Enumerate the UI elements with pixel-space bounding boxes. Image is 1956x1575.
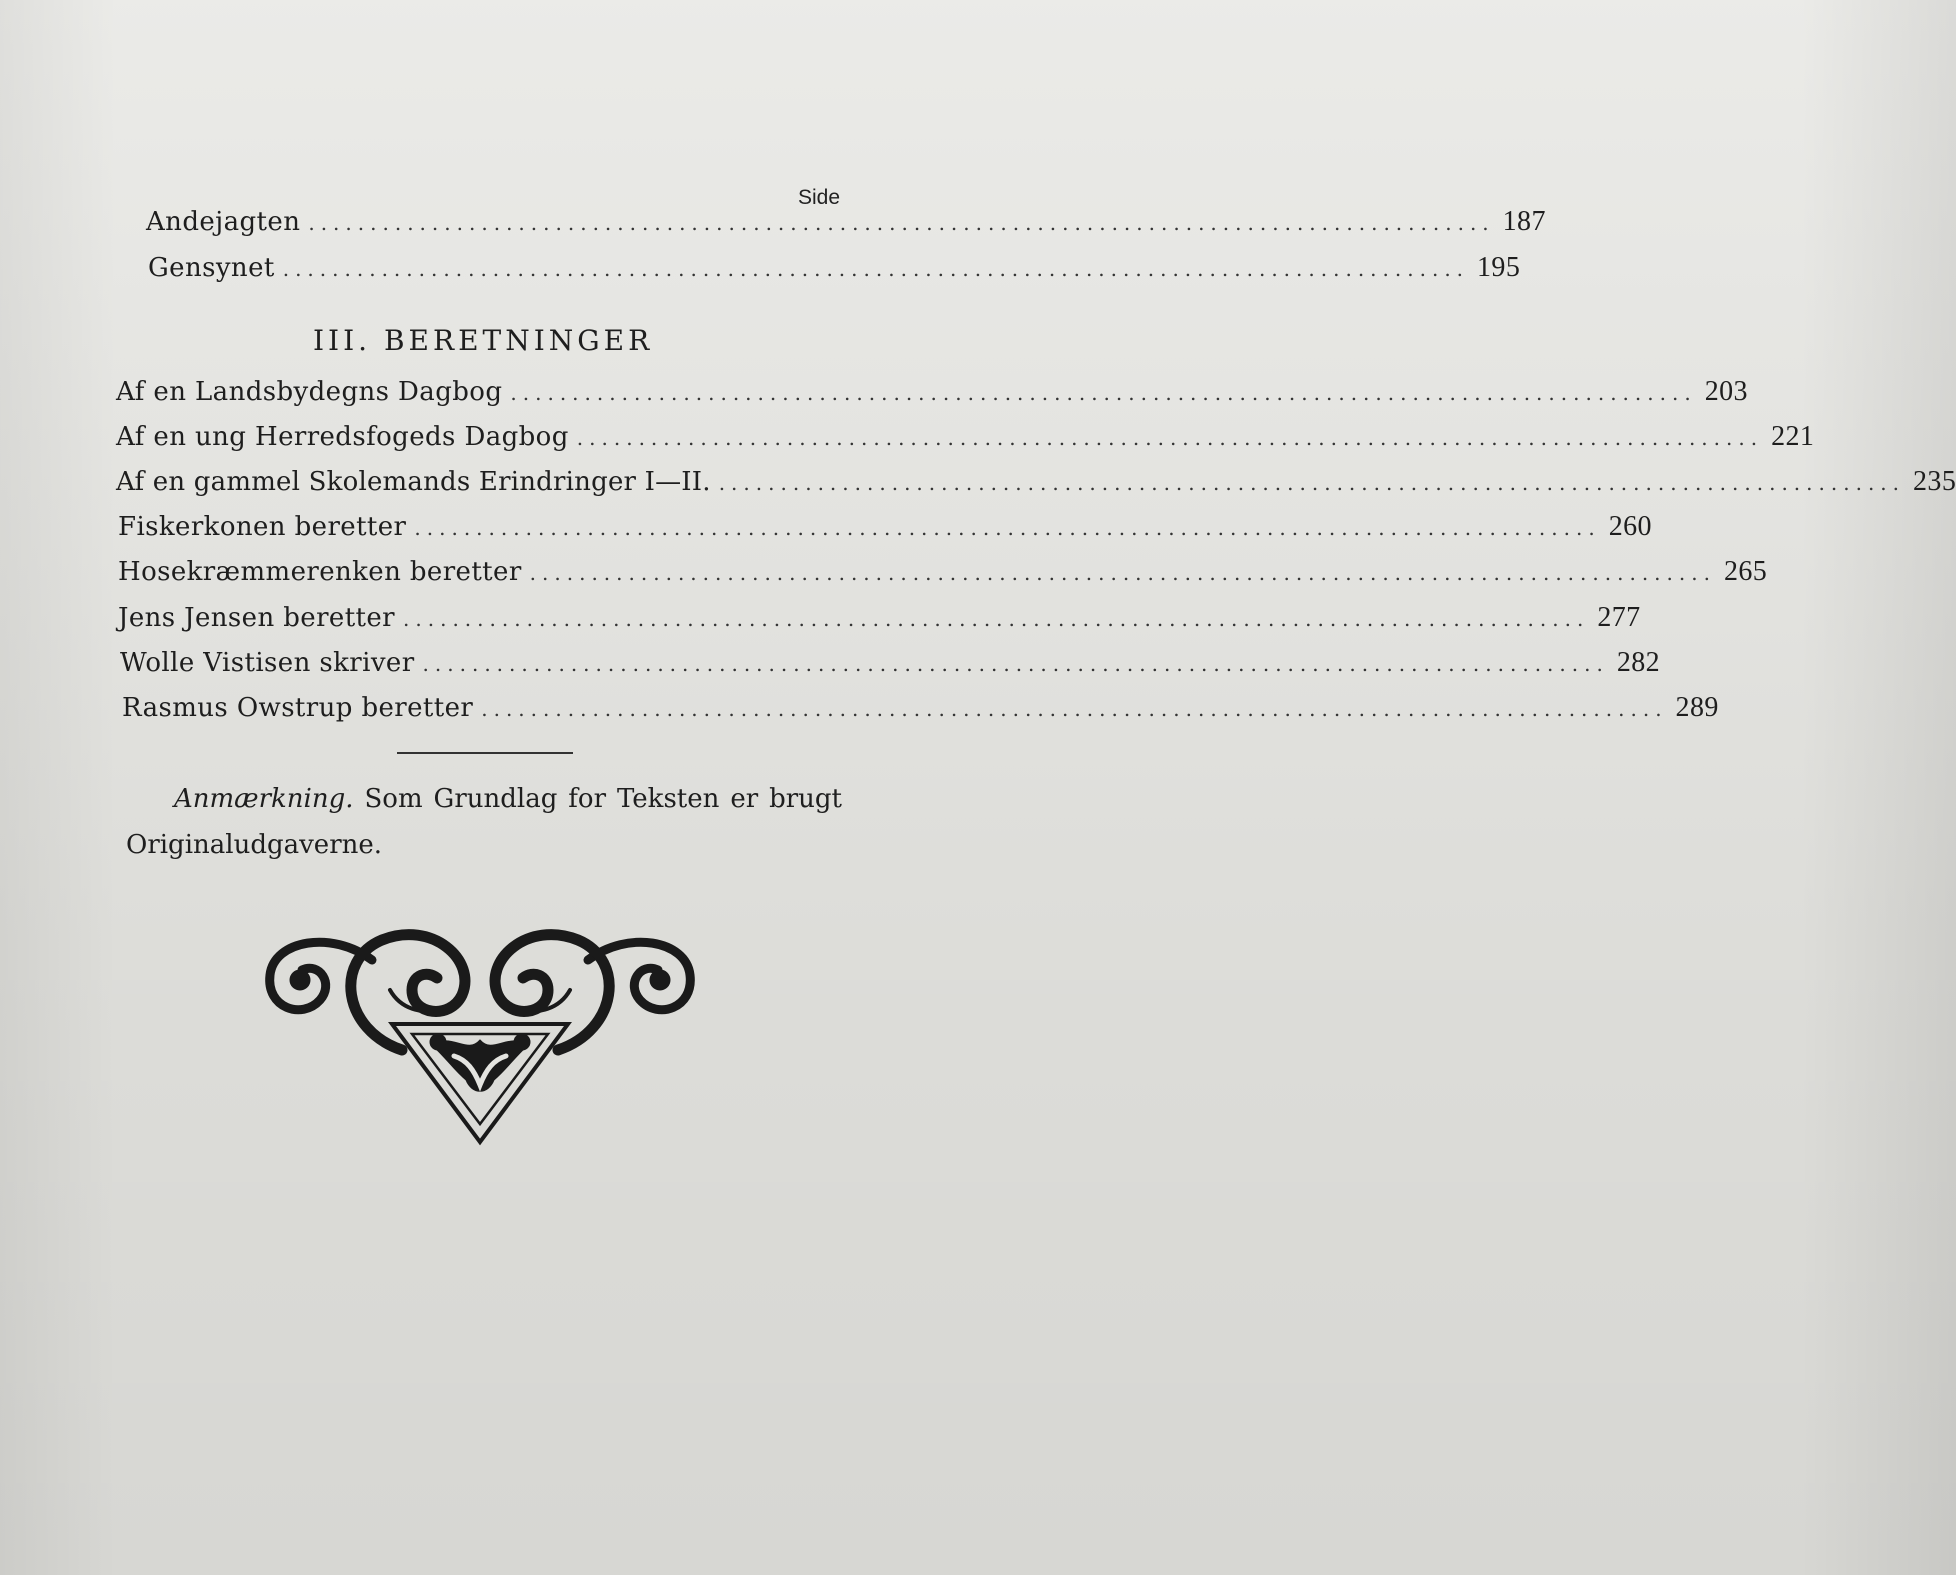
toc-entry	[120, 647, 1661, 679]
separator-rule	[397, 752, 573, 754]
dot-leader: ................................................................................................	[422, 652, 1609, 676]
toc-entry	[118, 556, 1768, 588]
toc-entry-title: Rasmus Owstrup beretter	[122, 693, 474, 723]
toc-entry-page: 195	[1477, 252, 1521, 283]
toc-entry	[122, 692, 1719, 724]
dot-leader: ................................................................................................	[403, 607, 1590, 631]
toc-entry-title: Jens Jensen beretter	[118, 603, 396, 633]
toc-entry-page: 282	[1616, 647, 1661, 678]
toc-entry-title: Af en Landsbydegns Dagbog	[116, 377, 503, 407]
dot-leader: ................................................................................................	[576, 426, 1764, 450]
toc-entry	[116, 466, 1956, 498]
toc-entry	[116, 421, 1815, 453]
dot-leader: ................................................................................................	[510, 381, 1697, 405]
toc-entry	[118, 602, 1641, 634]
dot-leader: ................................................................................................	[308, 211, 1495, 235]
dot-leader: ................................................................................................	[718, 471, 1906, 495]
toc-entry-title: Fiskerkonen beretter	[118, 512, 407, 542]
toc-entry-page: 203	[1704, 376, 1748, 407]
toc-entry-title: Gensynet	[148, 253, 275, 283]
toc-entry-title: Af en ung Herredsfogeds Dagbog	[116, 422, 569, 452]
toc-entry-page: 221	[1771, 421, 1815, 452]
scroll-ornament-icon	[262, 920, 698, 1150]
toc-entry-page: 260	[1608, 511, 1652, 542]
section-heading: III. BERETNINGER	[313, 324, 654, 357]
remark-paragraph	[126, 776, 842, 868]
page-column-label: Side	[797, 186, 840, 209]
toc-entry-title: Andejagten	[146, 207, 301, 237]
dot-leader: ................................................................................................	[481, 697, 1668, 721]
toc-entry-title: Af en gammel Skolemands Erindringer I—II.	[116, 467, 711, 497]
dot-leader: ................................................................................................	[282, 257, 1470, 281]
toc-entry	[116, 376, 1748, 408]
toc-entry	[148, 252, 1521, 284]
toc-entry	[118, 511, 1652, 543]
dot-leader: ................................................................................................	[529, 561, 1716, 585]
toc-entry-page: 289	[1675, 692, 1719, 723]
toc-entry-page: 265	[1723, 556, 1768, 587]
toc-entry-page: 235	[1913, 466, 1956, 497]
toc-entry-page: 187	[1502, 206, 1546, 237]
toc-entry	[146, 206, 1546, 238]
toc-entry-page: 277	[1597, 602, 1641, 633]
toc-entry-title: Hosekræmmerenken beretter	[118, 557, 522, 587]
remark-text: Som Grundlag for Teksten er brugt Originaludgaverne.	[126, 784, 842, 860]
dot-leader: ................................................................................................	[414, 516, 1601, 540]
toc-entry-title: Wolle Vistisen skriver	[120, 648, 415, 678]
remark-label: Anmærkning.	[174, 784, 354, 814]
